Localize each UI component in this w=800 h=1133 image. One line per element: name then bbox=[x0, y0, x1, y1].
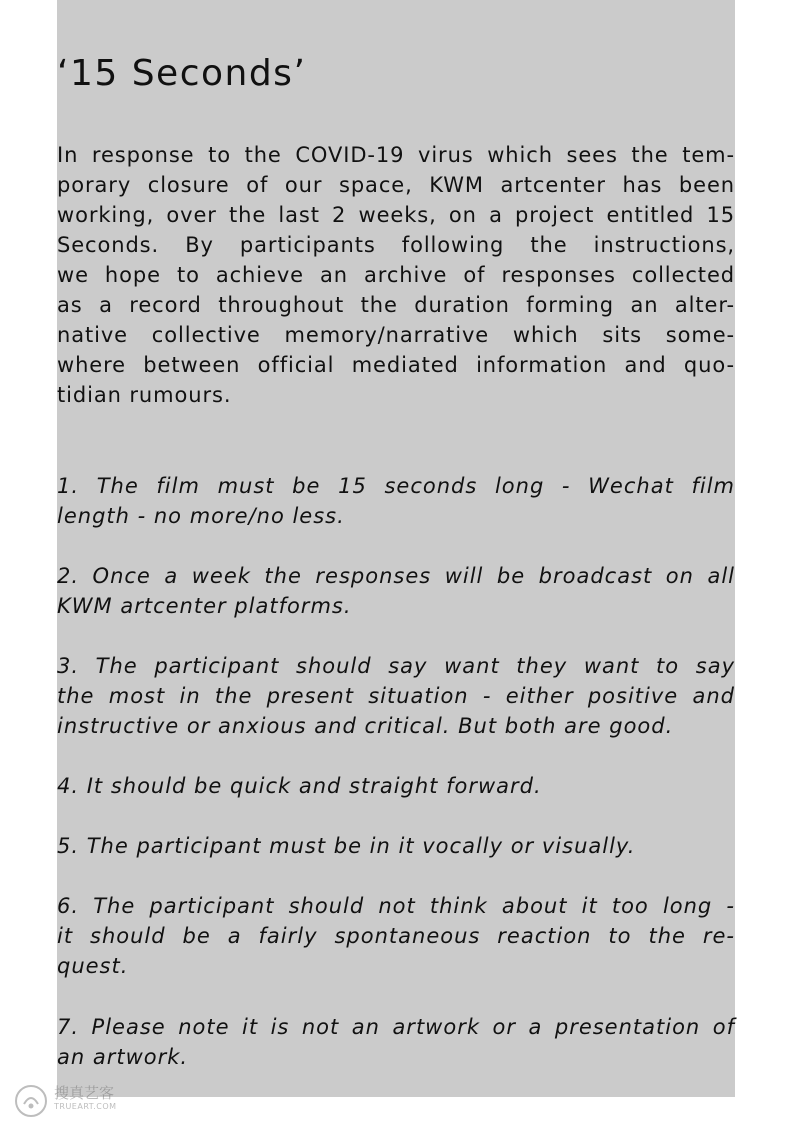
rule-item-3 bbox=[57, 651, 735, 741]
rule-item-5 bbox=[57, 831, 735, 861]
rule-line: 2. Once a week the responses will be broadcast on all bbox=[57, 564, 735, 588]
watermark-logo-icon bbox=[14, 1084, 48, 1118]
intro-line: where between official mediated information and quo- bbox=[57, 353, 735, 377]
rule-line: 6. The participant should not think about it too long - bbox=[57, 894, 735, 918]
page-title: ‘15 Seconds’ bbox=[57, 53, 307, 94]
rule-line: 5. The participant must be in it vocally or visually. bbox=[57, 834, 636, 858]
rule-item-7 bbox=[57, 1012, 735, 1072]
rule-line: 7. Please note it is not an artwork or a presentation of bbox=[57, 1015, 735, 1039]
intro-line: we hope to achieve an archive of responses collected bbox=[57, 263, 735, 287]
rule-line: quest. bbox=[57, 954, 129, 978]
intro-line: In response to the COVID-19 virus which sees the tem- bbox=[57, 143, 735, 167]
rule-line: instructive or anxious and critical. But both are good. bbox=[57, 714, 674, 738]
intro-paragraph bbox=[57, 140, 735, 410]
rule-line: it should be a fairly spontaneous reaction to the re- bbox=[57, 924, 735, 948]
rule-line: 1. The film must be 15 seconds long - Wechat film bbox=[57, 474, 735, 498]
rule-line: KWM artcenter platforms. bbox=[57, 594, 352, 618]
rule-item-4 bbox=[57, 771, 735, 801]
intro-line: working, over the last 2 weeks, on a project entitled 15 bbox=[57, 203, 735, 227]
watermark bbox=[14, 1080, 134, 1120]
intro-line: porary closure of our space, KWM artcenter has been bbox=[57, 173, 735, 197]
rule-line: the most in the present situation - either positive and bbox=[57, 684, 735, 708]
intro-line: native collective memory/narrative which sits some- bbox=[57, 323, 735, 347]
rule-item-1 bbox=[57, 471, 735, 531]
intro-line: tidian rumours. bbox=[57, 383, 232, 407]
watermark-subtext: TRUEART.COM bbox=[54, 1102, 117, 1111]
rule-line: 4. It should be quick and straight forward. bbox=[57, 774, 542, 798]
watermark-text: 搜真艺客 bbox=[54, 1084, 115, 1102]
rule-line: length - no more/no less. bbox=[57, 504, 345, 528]
rule-item-2 bbox=[57, 561, 735, 621]
intro-line: as a record throughout the duration forming an alter- bbox=[57, 293, 735, 317]
rule-line: 3. The participant should say want they want to say bbox=[57, 654, 735, 678]
intro-line: Seconds. By participants following the instructions, bbox=[57, 233, 735, 257]
rule-line: an artwork. bbox=[57, 1045, 189, 1069]
rule-item-6 bbox=[57, 891, 735, 981]
